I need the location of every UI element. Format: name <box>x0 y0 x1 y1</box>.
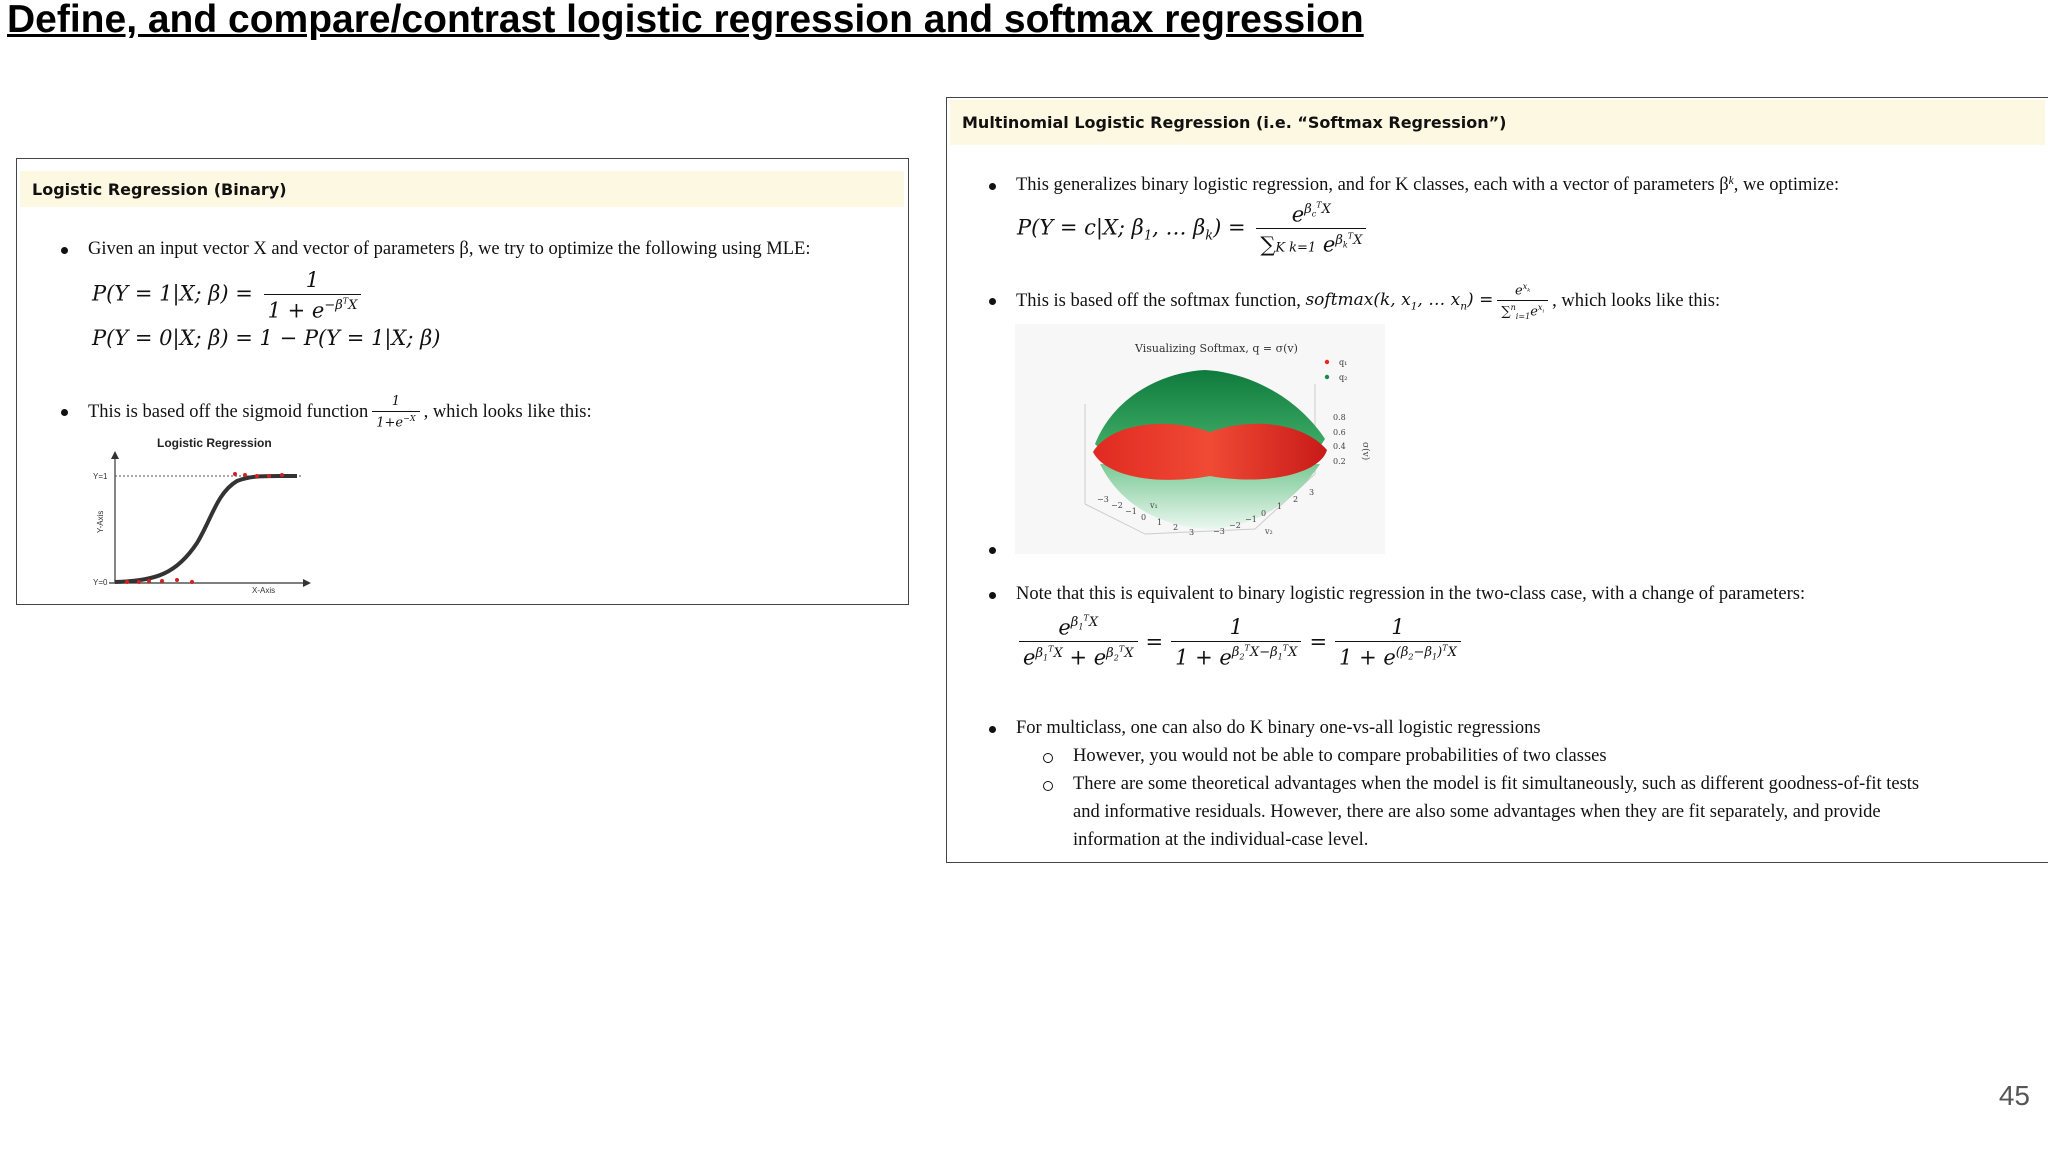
page-number: 45 <box>1998 1080 2030 1111</box>
x-tick: −1 <box>1125 507 1137 516</box>
sum-symbol: ∑ <box>1501 304 1511 320</box>
slide-title: Define, and compare/contrast logistic regression and softmax regression <box>7 0 1364 41</box>
numerator: $e^{\beta_1^TX}$ <box>1058 614 1099 640</box>
y-axis-label: v₂ <box>1265 527 1273 536</box>
func-name: softmax(k, x <box>1305 290 1411 311</box>
exp-x: X <box>1321 202 1331 218</box>
bullet-text: This is based off the sigmoid function <box>88 401 369 422</box>
x-tick: −3 <box>1097 495 1109 504</box>
exp-beta: β <box>1304 202 1312 218</box>
fraction-b <box>1171 615 1301 669</box>
x-axis-label: v₁ <box>1150 501 1158 510</box>
legend-q1: q₁ <box>1339 358 1348 367</box>
sub: 1 <box>1042 653 1049 663</box>
sum-lower: i=1 <box>1515 312 1531 322</box>
softmax-func <box>1305 290 1493 312</box>
equation-p-y1 <box>92 268 365 322</box>
exp-sub: k <box>1527 287 1531 294</box>
y-tick: 0 <box>1261 509 1267 518</box>
fraction-c <box>1335 615 1461 669</box>
x-axis-arrow <box>303 579 311 587</box>
denominator <box>372 411 419 430</box>
denominator: $1 + e^{\beta_2^TX-\beta_1^TX}$ <box>1171 641 1301 669</box>
header-text: Logistic Regression (Binary) <box>32 179 287 199</box>
transpose: T <box>1083 614 1089 623</box>
equals: = <box>1145 629 1164 654</box>
transpose: T <box>1282 643 1289 653</box>
sum-upper: n <box>1510 303 1516 313</box>
sub: 1 <box>1431 652 1438 662</box>
bullet-dot <box>61 247 68 254</box>
bullet-text: This generalizes binary logistic regression, and for K classes, each with a vector of parameters β <box>1016 175 1729 195</box>
exp-sub: k <box>1342 240 1348 250</box>
y-tick: 2 <box>1293 495 1299 504</box>
list-item <box>989 718 1541 739</box>
list-item <box>989 584 1805 605</box>
sub-bullet-continuation: information at the individual-case level. <box>1073 830 1369 850</box>
exp-sub: c <box>1311 209 1317 219</box>
list-item <box>61 239 811 260</box>
den-exponent <box>324 298 357 313</box>
denominator: $e^{\beta_1^TX} + e^{\beta_2^TX}$ <box>1019 641 1138 669</box>
bullet-dot <box>989 298 996 305</box>
den-base: 1+e <box>376 415 404 431</box>
num-exponent <box>1304 202 1331 217</box>
bullet-dot <box>61 409 68 416</box>
x-tick: −2 <box>1111 501 1123 510</box>
softmax-regression-box <box>946 97 2048 863</box>
transpose: T <box>1442 643 1448 653</box>
sub-list-item <box>1043 774 1919 795</box>
z-tick: 0.6 <box>1333 428 1346 437</box>
list-item <box>989 175 1839 196</box>
x-axis-label: X-Axis <box>252 586 276 593</box>
num-base: e <box>1291 202 1305 227</box>
subscript: 1 <box>1143 228 1153 244</box>
subscript: n <box>1460 300 1468 313</box>
exp-x: x <box>1537 303 1543 313</box>
y-tick: −1 <box>1245 515 1257 524</box>
logistic-regression-header <box>20 171 904 207</box>
y-tick: −3 <box>1213 527 1225 536</box>
equation-lhs: P(Y = c|X; β <box>1017 215 1144 240</box>
numerator: 1 <box>1229 614 1243 639</box>
den-base: e <box>1322 232 1336 257</box>
equation-softmax-prob <box>1017 201 1370 257</box>
den-base: 1 + e <box>267 298 325 323</box>
sub: 1 <box>1078 622 1084 632</box>
red-surface <box>1093 424 1327 480</box>
func-end: ) = <box>1467 290 1494 311</box>
y-tick: −2 <box>1229 521 1241 530</box>
z-tick: 0.8 <box>1333 413 1346 422</box>
num-exponent <box>1522 282 1531 294</box>
bullet-text: This is based off the softmax function, <box>1016 291 1301 312</box>
exp-part: −β <box>324 298 343 314</box>
sub-bullet-text: However, you would not be able to compare probabilities of two classes <box>1073 746 1607 766</box>
y0-label: Y=0 <box>93 578 108 587</box>
x-tick: 0 <box>1141 513 1147 522</box>
exp-transpose: T <box>1347 231 1354 241</box>
transpose: T <box>1118 644 1125 654</box>
empty-list-item <box>989 539 1016 554</box>
equation-lhs-end: ) = <box>1213 215 1246 240</box>
exp-x: X <box>348 298 358 314</box>
logistic-regression-box <box>16 158 909 605</box>
sub: 1 <box>1277 652 1283 662</box>
z-tick: 0.2 <box>1333 457 1346 466</box>
num-base: e <box>1515 283 1523 299</box>
sigmoid-plot-title: Logistic Regression <box>157 436 272 450</box>
den-base: e <box>1530 304 1538 320</box>
z-axis-label: σ(v) <box>1360 442 1370 461</box>
softmax-fraction <box>1497 282 1548 321</box>
bullet-dot <box>989 183 996 190</box>
sub-bullet-circle <box>1043 753 1053 763</box>
bullet-text-post: , which looks like this: <box>423 401 592 422</box>
denominator: $1 + e^{(\beta_2-\beta_1)^TX}$ <box>1335 641 1461 669</box>
sub-bullet-text: There are some theoretical advantages when the model is fit simultaneously, such as different goodness-of-fit tests <box>1073 774 1920 794</box>
equation-lhs: P(Y = 1|X; β) = <box>92 281 253 306</box>
numerator <box>1288 201 1335 228</box>
legend-q2: q₂ <box>1339 373 1348 382</box>
denominator <box>264 294 362 322</box>
y1-label: Y=1 <box>93 472 108 481</box>
bullet-dot <box>989 592 996 599</box>
subscript: k <box>1205 228 1214 244</box>
exp-transpose: T <box>342 297 349 306</box>
sub: 2 <box>1239 652 1245 662</box>
sub-bullet-continuation: and informative residuals. However, there are also some advantages when they are fit separately, and provide <box>1073 802 1881 822</box>
x-tick: 3 <box>1189 528 1195 537</box>
sub: 2 <box>1113 653 1119 663</box>
z-tick: 0.4 <box>1333 442 1346 451</box>
equals: = <box>1309 629 1328 654</box>
numerator: 1 <box>391 394 401 409</box>
transpose: T <box>1244 643 1250 653</box>
fraction-a <box>1019 614 1138 670</box>
equation-lhs-mid: , … β <box>1152 215 1206 240</box>
bullet-text-post: , we optimize: <box>1733 175 1840 195</box>
bullet-dot <box>989 547 996 554</box>
sigmoid-curve <box>115 476 297 582</box>
sub-bullet-circle <box>1043 781 1053 791</box>
exp-x: x <box>1522 282 1528 291</box>
bullet-text: Given an input vector X and vector of parameters β, we try to optimize the following using MLE: <box>88 239 811 259</box>
den-exponent: −X <box>403 414 416 423</box>
exp-transpose: T <box>1316 201 1322 210</box>
denominator <box>1497 300 1548 321</box>
func-mid: , … x <box>1417 290 1461 311</box>
numerator <box>1511 282 1534 300</box>
equation-p-y0: P(Y = 0|X; β) = 1 − P(Y = 1|X; β) <box>92 326 441 350</box>
denominator <box>1256 228 1366 256</box>
sigmoid-fraction <box>372 394 419 430</box>
x-tick: 2 <box>1173 523 1179 532</box>
y-tick: 1 <box>1277 502 1283 511</box>
den-exponent <box>1537 303 1545 315</box>
bullet-text: Note that this is equivalent to binary logistic regression in the two-class case, with a change of parameters: <box>1016 584 1806 604</box>
exp-x: X <box>1353 232 1363 248</box>
y-axis-arrow <box>111 451 119 459</box>
list-item <box>989 282 1720 321</box>
bullet-dot <box>989 726 996 733</box>
softmax-plot <box>1015 324 1385 554</box>
header-text: Multinomial Logistic Regression (i.e. “Softmax Regression”) <box>962 113 1507 132</box>
bullet-text: For multiclass, one can also do K binary one-vs-all logistic regressions <box>1016 718 1541 738</box>
exp-beta: β <box>1335 232 1343 248</box>
y-tick: 3 <box>1309 488 1315 497</box>
den-exponent <box>1335 233 1362 248</box>
numerator: 1 <box>1391 614 1405 639</box>
x-tick: 1 <box>1157 518 1163 527</box>
y-axis-label: Y-Axis <box>96 510 105 533</box>
subscript: 1 <box>1410 300 1418 313</box>
fraction <box>264 268 362 322</box>
softmax-plot-title: Visualizing Softmax, q = σ(v) <box>1135 342 1298 355</box>
sum-limits: K k=1 <box>1275 240 1317 256</box>
sub: 2 <box>1408 652 1414 662</box>
fraction <box>1256 201 1366 257</box>
sub-list-item <box>1043 746 1607 767</box>
bullet-subscript: k <box>1728 175 1734 187</box>
bullet-text-post: , which looks like this: <box>1552 291 1721 312</box>
transpose: T <box>1048 644 1054 654</box>
list-item <box>61 394 592 430</box>
softmax-regression-header <box>950 100 2045 145</box>
equation-two-class <box>1015 614 1465 670</box>
numerator: 1 <box>305 268 320 292</box>
sum-symbol: ∑ <box>1260 232 1276 257</box>
sigmoid-plot <box>87 433 317 593</box>
exp-sub: i <box>1542 308 1545 315</box>
